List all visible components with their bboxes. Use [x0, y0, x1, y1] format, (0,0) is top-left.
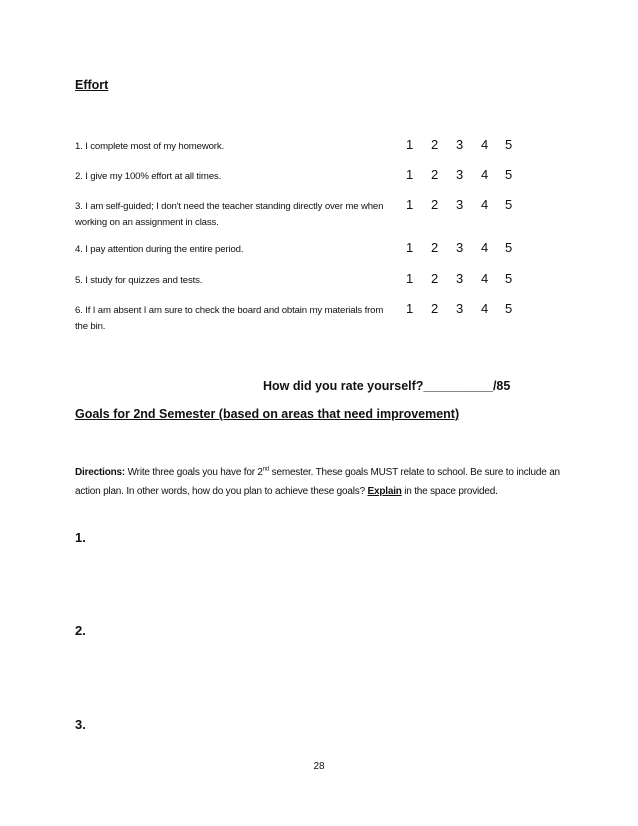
effort-statement: 1. I complete most of my homework. [75, 141, 224, 152]
rating-option[interactable]: 1 [406, 137, 414, 152]
effort-statement: 4. I pay attention during the entire period. [75, 244, 244, 255]
rating-option[interactable]: 3 [456, 137, 464, 152]
rating-option[interactable]: 4 [481, 137, 489, 152]
rating-option[interactable]: 3 [456, 271, 464, 286]
rating-option[interactable]: 2 [431, 197, 439, 212]
effort-statement: 5. I study for quizzes and tests. [75, 275, 203, 286]
goal-number-1: 1. [75, 530, 86, 545]
rating-option[interactable]: 4 [481, 240, 489, 255]
rating-option[interactable]: 3 [456, 240, 464, 255]
rating-option[interactable]: 2 [431, 271, 439, 286]
self-rating-total[interactable]: How did you rate yourself?__________/85 [263, 379, 511, 393]
rating-option[interactable]: 3 [456, 167, 464, 182]
ordinal-suffix: nd [262, 466, 270, 473]
directions-part: Write three goals you have for 2 [125, 467, 263, 478]
goals-heading: Goals for 2nd Semester (based on areas that need improvement) [75, 407, 460, 421]
rating-option[interactable]: 5 [505, 240, 513, 255]
effort-heading: Effort [75, 78, 109, 92]
effort-statement: 2. I give my 100% effort at all times. [75, 171, 222, 182]
rating-option[interactable]: 3 [456, 197, 464, 212]
rating-option[interactable]: 5 [505, 301, 513, 316]
rating-option[interactable]: 5 [505, 167, 513, 182]
rating-option[interactable]: 3 [456, 301, 464, 316]
rating-option[interactable]: 1 [406, 301, 414, 316]
rating-option[interactable]: 2 [431, 137, 439, 152]
goal-number-2: 2. [75, 623, 86, 638]
directions-label: Directions: [75, 467, 126, 478]
goal-number-3: 3. [75, 717, 86, 732]
rating-option[interactable]: 4 [481, 271, 489, 286]
rating-option[interactable]: 4 [481, 167, 489, 182]
rating-option[interactable]: 2 [431, 167, 439, 182]
effort-statement: 3. I am self-guided; I don't need the teacher standing directly over me when working on an assignment in class. [75, 201, 384, 228]
effort-statement: 6. If I am absent I am sure to check the board and obtain my materials from the bin. [75, 305, 384, 332]
directions-text [75, 463, 565, 501]
rating-option[interactable]: 5 [505, 197, 513, 212]
page-number: 28 [313, 761, 325, 772]
rating-option[interactable]: 4 [481, 301, 489, 316]
rating-option[interactable]: 5 [505, 271, 513, 286]
rating-option[interactable]: 1 [406, 271, 414, 286]
rating-option[interactable]: 1 [406, 197, 414, 212]
rating-option[interactable]: 2 [431, 240, 439, 255]
directions-part: semester. These goals MUST relate to school. Be sure to include an action plan. In other words, how do you plan to achieve these goals? [75, 467, 560, 497]
rating-option[interactable]: 1 [406, 167, 414, 182]
rating-option[interactable]: 2 [431, 301, 439, 316]
rating-option[interactable]: 5 [505, 137, 513, 152]
rating-option[interactable]: 4 [481, 197, 489, 212]
directions-emphasis: Explain [367, 486, 402, 497]
directions-part: in the space provided. [401, 486, 498, 497]
rating-option[interactable]: 1 [406, 240, 414, 255]
